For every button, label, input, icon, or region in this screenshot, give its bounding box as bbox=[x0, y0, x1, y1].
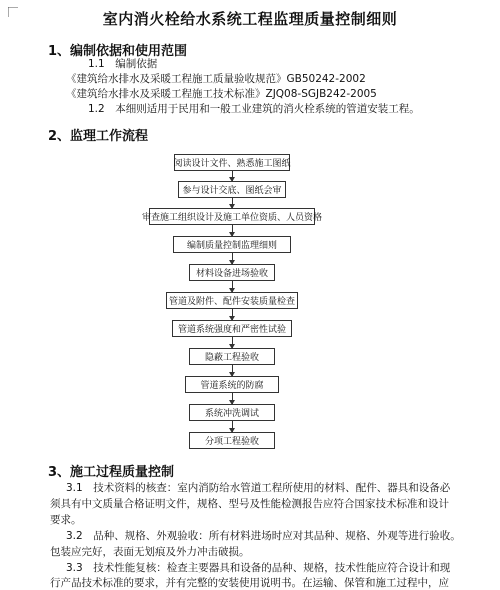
section3-p2-line1: 3.2 品种、规格、外观验收：所有材料进场时应对其品种、规格、外观等进行验收。 bbox=[66, 530, 461, 542]
flow-arrow bbox=[232, 365, 233, 376]
document-title: 室内消火栓给水系统工程监理质量控制细则 bbox=[102, 10, 398, 28]
flow-arrow bbox=[232, 281, 233, 292]
section1-item-1-1: 1.1 编制依据 bbox=[88, 58, 158, 70]
flow-step: 隐蔽工程验收 bbox=[189, 348, 275, 365]
flow-step: 分项工程验收 bbox=[189, 432, 275, 449]
section2-heading: 2、监理工作流程 bbox=[48, 129, 149, 144]
flow-step: 阅读设计文件、熟悉施工图纸 bbox=[174, 154, 290, 171]
flow-step: 材料设备进场验收 bbox=[189, 264, 275, 281]
section1-ref-2: 《建筑给水排水及采暖工程施工技术标准》ZJQ08-SGJB242-2005 bbox=[66, 88, 377, 100]
flow-step: 管道系统的防腐 bbox=[185, 376, 279, 393]
section3-p3-line2: 行产品技术标准的要求，并有完整的安装使用说明书。在运输、保管和施工过程中，应 bbox=[50, 577, 449, 589]
flow-step: 编制质量控制监理细则 bbox=[173, 236, 291, 253]
flow-step: 管道系统强度和严密性试验 bbox=[172, 320, 292, 337]
section1-item-1-2: 1.2 本细则适用于民用和一般工业建筑的消火栓系统的管道安装工程。 bbox=[88, 103, 420, 115]
flow-arrow bbox=[232, 421, 233, 432]
flow-arrow bbox=[232, 393, 233, 404]
flow-step: 系统冲洗调试 bbox=[189, 404, 275, 421]
section3-p1-line3: 要求。 bbox=[50, 514, 82, 526]
flow-step: 管道及附件、配件安装质量检查 bbox=[166, 292, 298, 309]
section3-p1-line2: 须具有中文质量合格证明文件，规格、型号及性能检测报告应符合国家技术标准和设计 bbox=[50, 498, 449, 510]
section3-p3-line1: 3.3 技术性能复核：检查主要器具和设备的品种、规格，技术性能应符合设计和现 bbox=[66, 562, 451, 574]
section3-heading: 3、施工过程质量控制 bbox=[48, 465, 175, 480]
flow-arrow bbox=[232, 253, 233, 264]
flow-step: 参与设计交底、图纸会审 bbox=[178, 181, 286, 198]
flow-arrow bbox=[232, 337, 233, 348]
section3-p2-line2: 包装应完好，表面无划痕及外力冲击破损。 bbox=[50, 546, 250, 558]
flow-arrow bbox=[232, 309, 233, 320]
section3-p1-line1: 3.1 技术资料的核查：室内消防给水管道工程所使用的材料、配件、器具和设备必 bbox=[66, 482, 451, 494]
section1-ref-1: 《建筑给水排水及采暖工程施工质量验收规范》GB50242-2002 bbox=[66, 73, 366, 85]
flow-step: 审查施工组织设计及施工单位资质、人员资格 bbox=[149, 208, 315, 225]
flow-arrow bbox=[232, 225, 233, 236]
section1-heading: 1、编制依据和使用范围 bbox=[48, 44, 188, 59]
flow-arrow bbox=[232, 198, 233, 208]
flow-arrow bbox=[232, 171, 233, 181]
